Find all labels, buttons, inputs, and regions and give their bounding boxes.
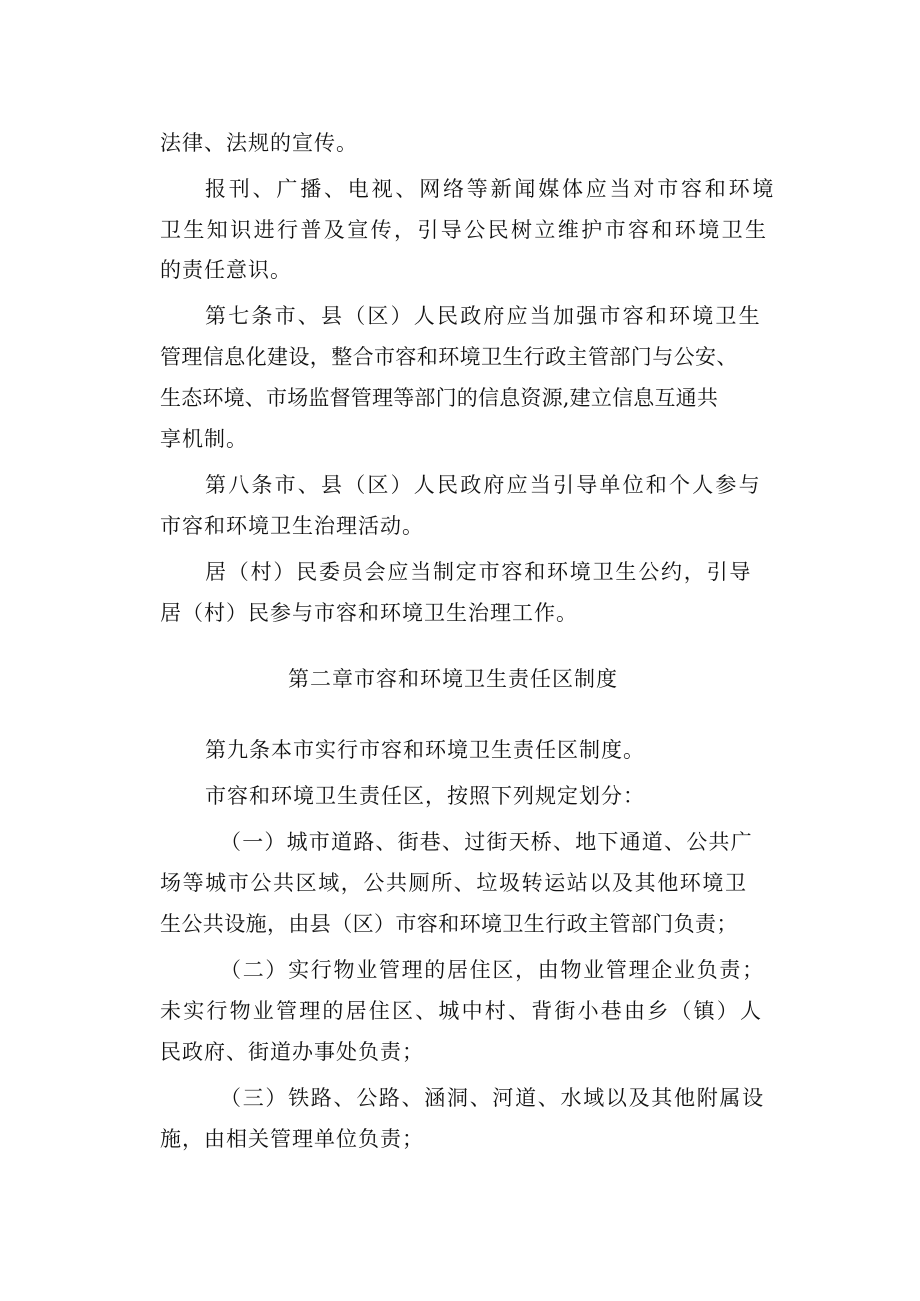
paragraph-line: 卫生知识进行普及宣传，引导公民树立维护市容和环境卫生	[160, 218, 769, 242]
paragraph-line: 管理信息化建设，整合市容和环境卫生行政主管部门与公安、	[160, 345, 738, 369]
list-item-3-line: （三）铁路、公路、涵洞、河道、水域以及其他附属设	[220, 1086, 765, 1110]
paragraph-line: 生态环境、市场监督管理等部门的信息资源,建立信息互通共	[160, 386, 719, 410]
paragraph-line: 施，由相关管理单位负责；	[160, 1127, 424, 1151]
paragraph-line: 居（村）民参与市容和环境卫生治理工作。	[160, 601, 578, 625]
paragraph-line: 生公共设施，由县（区）市容和环境卫生行政主管部门负责；	[160, 912, 738, 936]
paragraph-line: 报刊、广播、电视、网络等新闻媒体应当对市容和环境	[205, 177, 777, 201]
paragraph-line: 市容和环境卫生治理活动。	[160, 514, 424, 538]
article-8-line: 第八条市、县（区）人民政府应当引导单位和个人参与	[205, 473, 762, 497]
paragraph-line: 场等城市公共区域，公共厕所、垃圾转运站以及其他环境卫	[160, 871, 748, 895]
paragraph-line: 法律、法规的宣传。	[160, 131, 358, 155]
article-7-line: 第七条市、县（区）人民政府应当加强市容和环境卫生	[205, 304, 762, 328]
paragraph-line: 市容和环境卫生责任区，按照下列规定划分：	[205, 784, 645, 808]
paragraph-line: 享机制。	[160, 427, 248, 451]
chapter-heading: 第二章市容和环境卫生责任区制度	[288, 667, 618, 691]
paragraph-line: 民政府、街道办事处负责；	[160, 1040, 424, 1064]
paragraph-line: 居（村）民委员会应当制定市容和环境卫生公约，引导	[205, 560, 753, 584]
paragraph-line: 的责任意识。	[160, 258, 292, 282]
article-9-line: 第九条本市实行市容和环境卫生责任区制度。	[205, 738, 645, 762]
list-item-2-line: （二）实行物业管理的居住区，由物业管理企业负责；	[220, 958, 765, 982]
list-item-1-line: （一）城市道路、街巷、过街天桥、地下通道、公共广	[220, 830, 753, 854]
paragraph-line: 未实行物业管理的居住区、城中村、背街小巷由乡（镇）人	[160, 999, 764, 1023]
